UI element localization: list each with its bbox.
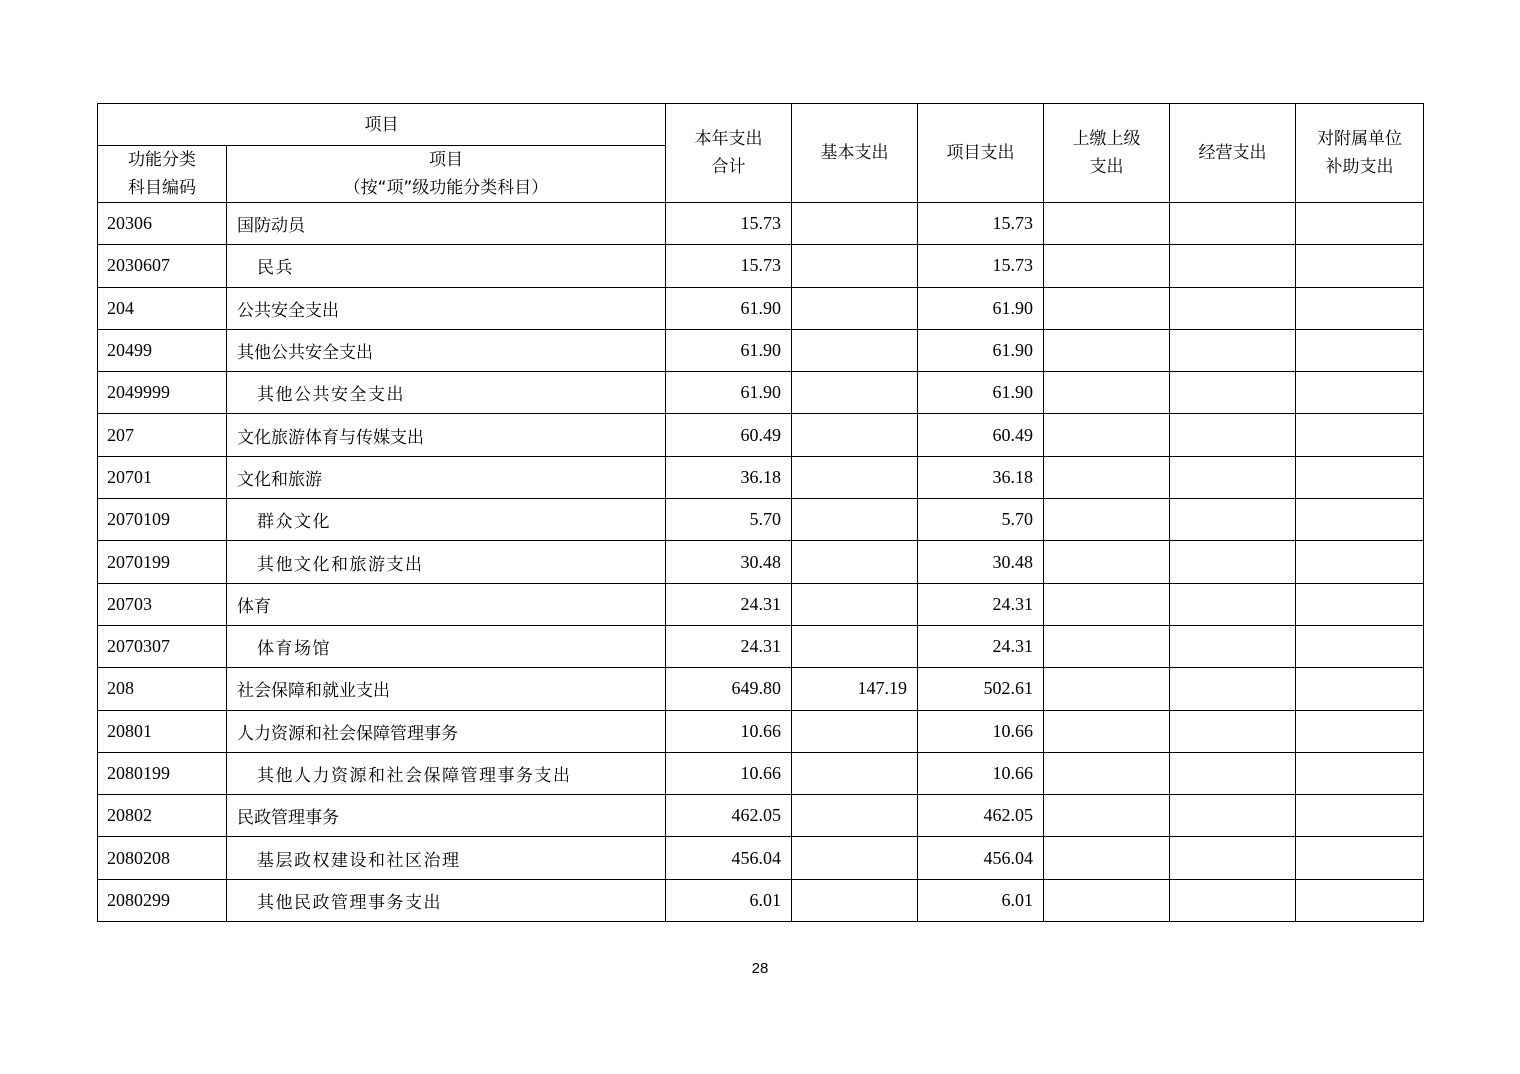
row-subsidy: [1296, 245, 1424, 287]
row-total: 61.90: [666, 329, 792, 371]
row-subsidy: [1296, 456, 1424, 498]
expenditure-table: [97, 103, 1424, 922]
row-name: 文化旅游体育与传媒支出: [227, 414, 666, 456]
table-row: [98, 414, 1424, 456]
row-business: [1170, 414, 1296, 456]
row-code: 2030607: [98, 245, 227, 287]
row-business: [1170, 710, 1296, 752]
header-code-line1: 功能分类: [128, 150, 196, 170]
row-project: 24.31: [918, 625, 1044, 667]
header-upper: [1044, 104, 1170, 203]
row-upper: [1044, 710, 1170, 752]
row-total: 36.18: [666, 456, 792, 498]
row-code: 20499: [98, 329, 227, 371]
row-total: 15.73: [666, 203, 792, 245]
row-business: [1170, 668, 1296, 710]
row-name: 其他公共安全支出: [227, 372, 666, 414]
row-subsidy: [1296, 329, 1424, 371]
row-code: 2049999: [98, 372, 227, 414]
row-name: 民兵: [227, 245, 666, 287]
row-basic: [792, 583, 918, 625]
row-subsidy: [1296, 372, 1424, 414]
row-subsidy: [1296, 203, 1424, 245]
row-business: [1170, 329, 1296, 371]
row-basic: [792, 456, 918, 498]
row-project: 10.66: [918, 752, 1044, 794]
row-total: 61.90: [666, 287, 792, 329]
row-project: 6.01: [918, 879, 1044, 921]
row-code: 2080199: [98, 752, 227, 794]
row-business: [1170, 795, 1296, 837]
header-business: 经营支出: [1170, 104, 1296, 203]
row-upper: [1044, 625, 1170, 667]
row-basic: [792, 287, 918, 329]
row-basic: [792, 625, 918, 667]
row-upper: [1044, 245, 1170, 287]
table-body: [98, 203, 1424, 922]
row-upper: [1044, 795, 1170, 837]
row-basic: [792, 710, 918, 752]
row-code: 20703: [98, 583, 227, 625]
row-name: 民政管理事务: [227, 795, 666, 837]
row-total: 10.66: [666, 752, 792, 794]
row-project: 61.90: [918, 329, 1044, 371]
row-project: 15.73: [918, 203, 1044, 245]
row-total: 462.05: [666, 795, 792, 837]
row-code: 20306: [98, 203, 227, 245]
row-total: 61.90: [666, 372, 792, 414]
header-subsidy-line1: 对附属单位: [1317, 129, 1402, 149]
row-code: 20802: [98, 795, 227, 837]
row-upper: [1044, 203, 1170, 245]
row-basic: [792, 245, 918, 287]
row-upper: [1044, 668, 1170, 710]
row-upper: [1044, 372, 1170, 414]
row-name: 其他文化和旅游支出: [227, 541, 666, 583]
header-total-line1: 本年支出: [694, 129, 763, 149]
row-name: 群众文化: [227, 499, 666, 541]
row-basic: [792, 499, 918, 541]
row-subsidy: [1296, 287, 1424, 329]
header-total: [666, 104, 792, 203]
row-name: 体育: [227, 583, 666, 625]
row-subsidy: [1296, 625, 1424, 667]
row-project: 502.61: [918, 668, 1044, 710]
row-upper: [1044, 879, 1170, 921]
row-business: [1170, 287, 1296, 329]
row-project: 60.49: [918, 414, 1044, 456]
row-basic: [792, 879, 918, 921]
row-upper: [1044, 414, 1170, 456]
row-basic: [792, 541, 918, 583]
row-total: 5.70: [666, 499, 792, 541]
row-total: 15.73: [666, 245, 792, 287]
row-total: 649.80: [666, 668, 792, 710]
row-code: 204: [98, 287, 227, 329]
row-basic: [792, 329, 918, 371]
table-row: [98, 499, 1424, 541]
row-upper: [1044, 837, 1170, 879]
row-upper: [1044, 329, 1170, 371]
header-item-line2: （按“项”级功能分类科目）: [343, 178, 549, 198]
row-upper: [1044, 287, 1170, 329]
table-row: [98, 795, 1424, 837]
row-code: 208: [98, 668, 227, 710]
row-subsidy: [1296, 414, 1424, 456]
page-number: 28: [751, 960, 769, 977]
table-header: [98, 104, 1424, 203]
row-project: 24.31: [918, 583, 1044, 625]
row-business: [1170, 456, 1296, 498]
row-total: 30.48: [666, 541, 792, 583]
row-code: 2080208: [98, 837, 227, 879]
row-name: 其他公共安全支出: [227, 329, 666, 371]
row-basic: [792, 795, 918, 837]
row-project: 61.90: [918, 287, 1044, 329]
row-total: 24.31: [666, 583, 792, 625]
row-basic: [792, 414, 918, 456]
row-code: 207: [98, 414, 227, 456]
row-basic: [792, 203, 918, 245]
row-code: 20701: [98, 456, 227, 498]
row-basic: [792, 372, 918, 414]
row-total: 10.66: [666, 710, 792, 752]
header-item-line1: 项目: [429, 150, 463, 170]
header-code: [98, 146, 227, 203]
row-total: 60.49: [666, 414, 792, 456]
row-business: [1170, 541, 1296, 583]
row-total: 456.04: [666, 837, 792, 879]
header-subsidy: [1296, 104, 1424, 203]
header-total-line2: 合计: [711, 157, 746, 177]
row-name: 其他民政管理事务支出: [227, 879, 666, 921]
table-row: [98, 752, 1424, 794]
table-row: [98, 372, 1424, 414]
row-code: 20801: [98, 710, 227, 752]
row-project: 5.70: [918, 499, 1044, 541]
row-project: 462.05: [918, 795, 1044, 837]
row-subsidy: [1296, 668, 1424, 710]
header-upper-line2: 支出: [1089, 157, 1124, 177]
row-basic: [792, 752, 918, 794]
row-name: 文化和旅游: [227, 456, 666, 498]
header-project: 项目: [98, 104, 666, 146]
row-name: 社会保障和就业支出: [227, 668, 666, 710]
header-basic: 基本支出: [792, 104, 918, 203]
row-subsidy: [1296, 541, 1424, 583]
row-code: 2070307: [98, 625, 227, 667]
row-subsidy: [1296, 837, 1424, 879]
row-upper: [1044, 752, 1170, 794]
row-total: 6.01: [666, 879, 792, 921]
row-upper: [1044, 541, 1170, 583]
header-item: [227, 146, 666, 203]
table-row: [98, 329, 1424, 371]
table-row: [98, 456, 1424, 498]
row-subsidy: [1296, 795, 1424, 837]
row-business: [1170, 837, 1296, 879]
row-code: 2070109: [98, 499, 227, 541]
row-subsidy: [1296, 879, 1424, 921]
row-basic: [792, 837, 918, 879]
row-project: 456.04: [918, 837, 1044, 879]
row-business: [1170, 879, 1296, 921]
table-row: [98, 287, 1424, 329]
row-project: 10.66: [918, 710, 1044, 752]
row-project: 15.73: [918, 245, 1044, 287]
table-row: [98, 541, 1424, 583]
row-upper: [1044, 456, 1170, 498]
row-subsidy: [1296, 499, 1424, 541]
row-total: 24.31: [666, 625, 792, 667]
row-project: 30.48: [918, 541, 1044, 583]
row-business: [1170, 203, 1296, 245]
row-upper: [1044, 499, 1170, 541]
row-subsidy: [1296, 583, 1424, 625]
table-row: [98, 668, 1424, 710]
row-business: [1170, 752, 1296, 794]
row-name: 体育场馆: [227, 625, 666, 667]
row-subsidy: [1296, 752, 1424, 794]
row-upper: [1044, 583, 1170, 625]
row-name: 其他人力资源和社会保障管理事务支出: [227, 752, 666, 794]
table-row: [98, 837, 1424, 879]
table-row: [98, 879, 1424, 921]
row-name: 基层政权建设和社区治理: [227, 837, 666, 879]
table-row: [98, 625, 1424, 667]
row-subsidy: [1296, 710, 1424, 752]
table-row: [98, 710, 1424, 752]
row-project: 36.18: [918, 456, 1044, 498]
row-name: 公共安全支出: [227, 287, 666, 329]
table-row: [98, 203, 1424, 245]
row-business: [1170, 583, 1296, 625]
row-business: [1170, 372, 1296, 414]
row-business: [1170, 499, 1296, 541]
table-row: [98, 245, 1424, 287]
header-project-expense: 项目支出: [918, 104, 1044, 203]
table-row: [98, 583, 1424, 625]
row-business: [1170, 625, 1296, 667]
row-code: 2080299: [98, 879, 227, 921]
row-basic: 147.19: [792, 668, 918, 710]
header-subsidy-line2: 补助支出: [1325, 157, 1394, 177]
row-name: 人力资源和社会保障管理事务: [227, 710, 666, 752]
header-upper-line1: 上缴上级: [1072, 129, 1141, 149]
row-name: 国防动员: [227, 203, 666, 245]
row-project: 61.90: [918, 372, 1044, 414]
row-code: 2070199: [98, 541, 227, 583]
row-business: [1170, 245, 1296, 287]
header-code-line2: 科目编码: [128, 178, 196, 198]
